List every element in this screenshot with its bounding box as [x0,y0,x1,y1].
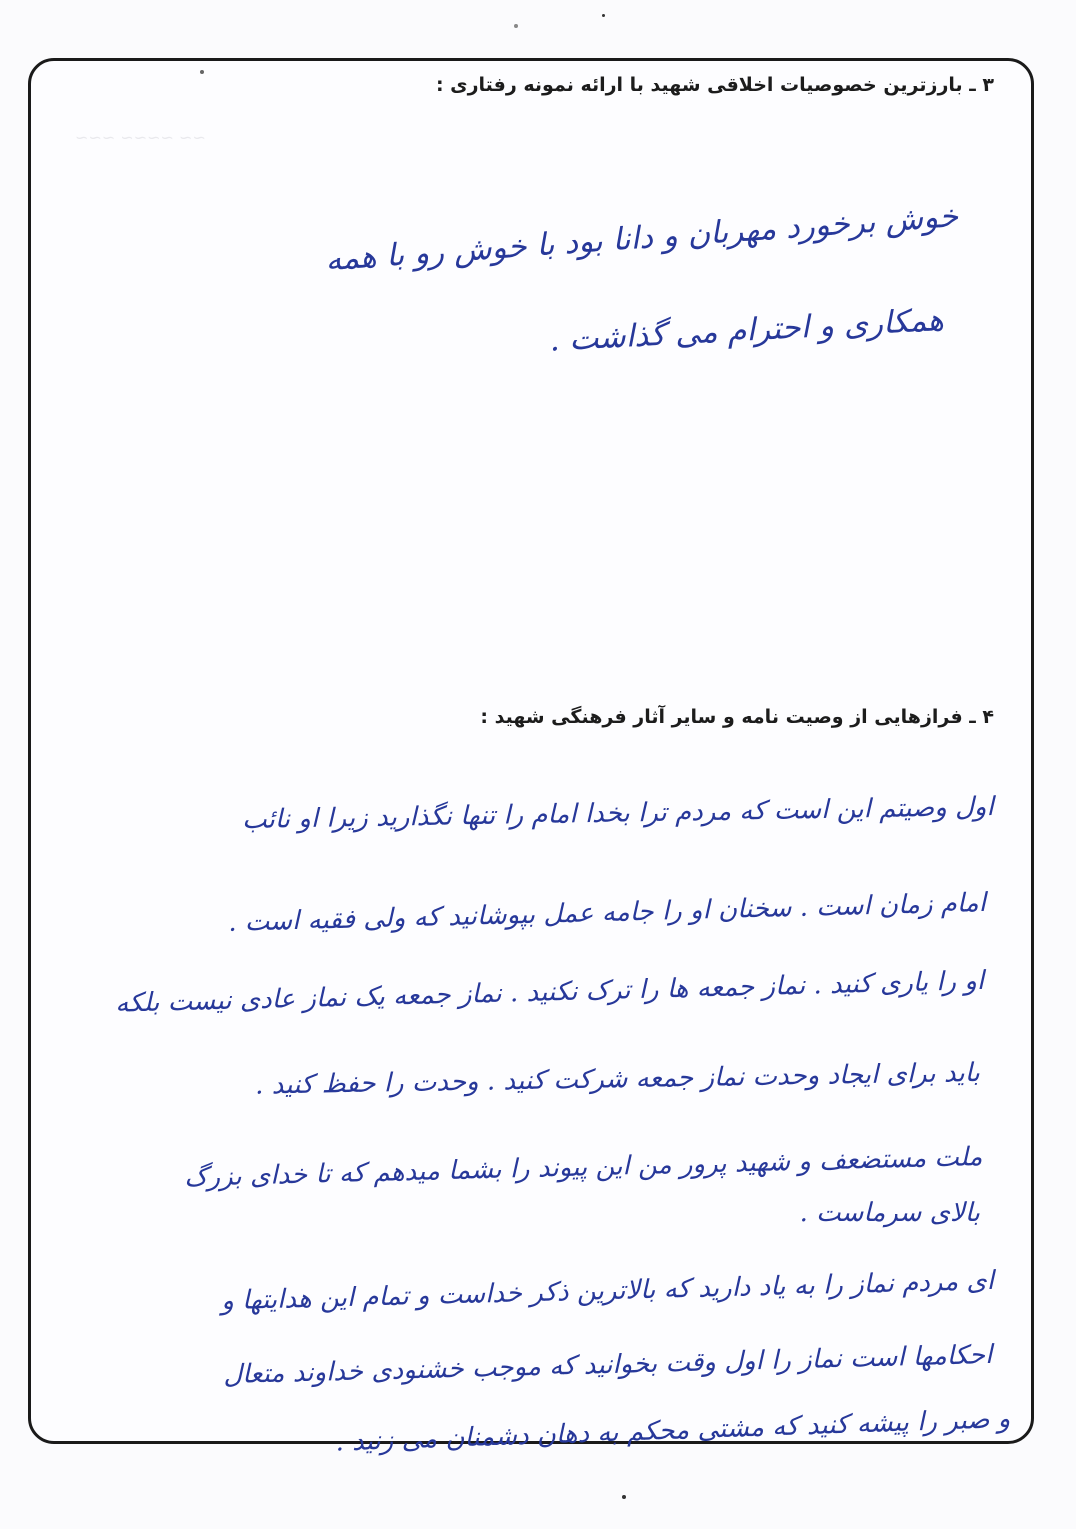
scan-speck [514,24,518,28]
scan-speck [200,70,204,74]
section-4-line-5: ملت مستضعف و شهید پرور من این پیوند را بشما میدهم که تا خدای بزرگ [183,1142,983,1193]
section-4-line-4: باید برای ایجاد وحدت نماز جمعه شرکت کنید . وحدت را حفظ کنید . [254,1058,981,1101]
section-3-line-1: خوش برخورد مهربان و دانا بود با خوش رو با همه [324,198,960,279]
section-4-line-7: ای مردم نماز را به یاد دارید که بالاترین ذکر خداست و تمام این هدایتها و [220,1266,995,1317]
section-4-heading: ۴ ـ فرازهایی از وصیت نامه و سایر آثار فرهنگی شهید : [480,706,994,728]
section-3-heading: ۳ ـ بارزترین خصوصیات اخلاقی شهید با ارائه نمونه رفتاری : [435,74,994,96]
section-4-line-6: بالای سرماست . [799,1198,980,1228]
section-4-line-1: اول وصیتم این است که مردم ترا بخدا امام را تنها نگذارید زیرا او نائب [242,792,995,836]
scan-speck [622,1495,626,1499]
section-4-line-9: و صبر را پیشه کنید که مشتی محکم به دهان دشمنان می زنید . [334,1404,1011,1458]
section-3-line-2: همکاری و احترام می گذاشت . [548,302,945,359]
section-4-line-3: او را یاری کنید . نماز جمعه ها را ترک نکنید . نماز جمعه یک نماز عادی نیست بلکه [114,966,985,1019]
scan-speck [602,14,605,17]
bleed-through-text: ~~~ ~~~~ ~~ [75,128,206,147]
section-4-line-8: احکامها است نماز را اول وقت بخوانید که موجب خشنودی خداوند متعال [222,1340,993,1391]
section-4-line-2: امام زمان است . سخنان او را جامه عمل بپوشانید که ولی فقیه است . [228,888,987,938]
form-sheet-border [28,58,1034,1444]
